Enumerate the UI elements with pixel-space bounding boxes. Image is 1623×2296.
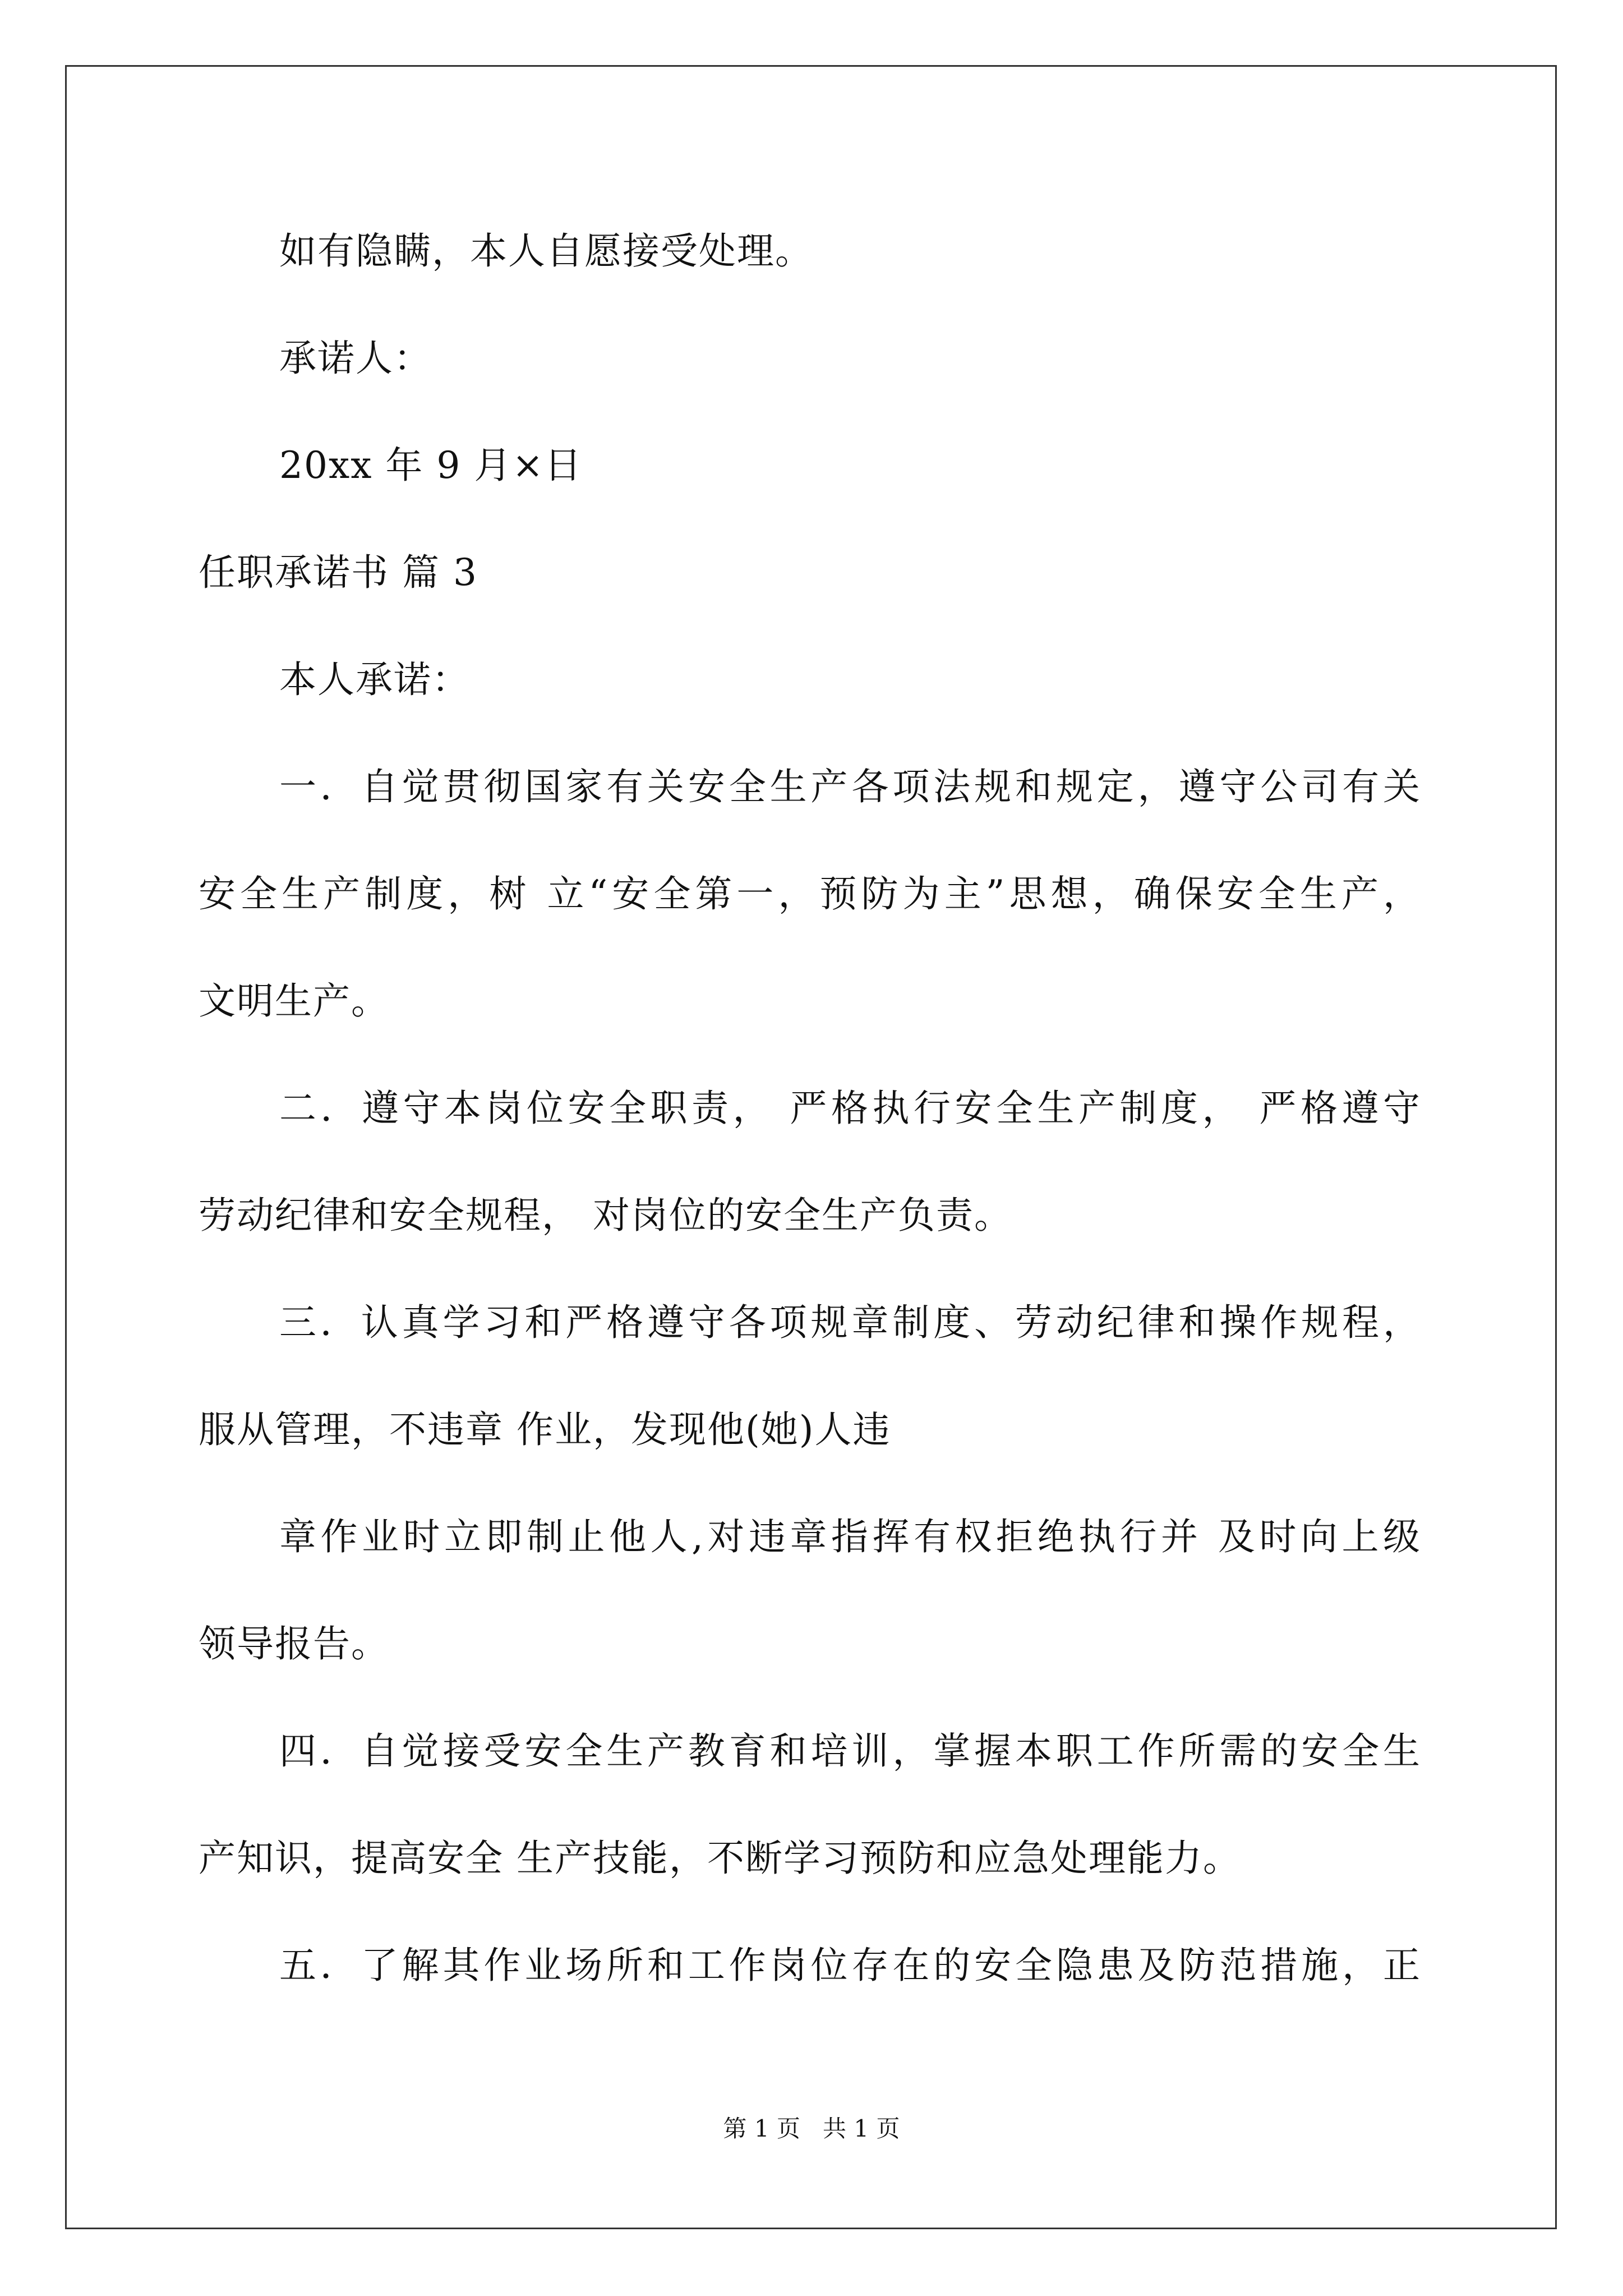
section-heading: 任职承诺书 篇 3: [199, 551, 478, 594]
page-footer: 第 1 页 共 1 页: [723, 2115, 900, 2142]
text-line-item-3a: 三．认真学习和严格遵守各项规章制度、劳动纪律和操作规程，: [279, 1301, 1421, 1344]
text-line-promisor-label: 承诺人：: [279, 337, 432, 380]
text-line-declaration: 如有隐瞒，本人自愿接受处理。: [279, 229, 813, 273]
text-line-item-1c: 文明生产。: [199, 979, 389, 1023]
text-line-item-4a: 四．自觉接受安全生产教育和培训，掌握本职工作所需的安全生: [279, 1729, 1421, 1773]
text-line-item-2b: 劳动纪律和安全规程， 对岗位的安全生产负责。: [199, 1194, 1012, 1237]
text-line-promise-intro: 本人承诺：: [279, 658, 470, 701]
page-border: [65, 65, 1557, 2229]
text-line-item-4b: 产知识，提高安全 生产技能，不断学习预防和应急处理能力。: [199, 1837, 1241, 1880]
text-line-item-3c: 章作业时立即制止他人,对违章指挥有权拒绝执行并 及时向上级: [279, 1515, 1421, 1558]
text-line-item-3b: 服从管理，不违章 作业，发现他(她)人违: [199, 1408, 891, 1451]
text-line-item-1b: 安全生产制度，树 立“安全第一，预防为主”思想，确保安全生产，: [199, 872, 1421, 915]
text-line-item-5a: 五．了解其作业场所和工作岗位存在的安全隐患及防范措施，正: [279, 1944, 1421, 1987]
text-line-item-3d: 领导报告。: [199, 1622, 389, 1665]
text-line-item-1a: 一．自觉贯彻国家有关安全生产各项法规和规定，遵守公司有关: [279, 765, 1421, 808]
text-line-date: 20xx 年 9 月×日: [279, 444, 583, 487]
text-line-item-2a: 二．遵守本岗位安全职责， 严格执行安全生产制度， 严格遵守: [279, 1087, 1421, 1130]
